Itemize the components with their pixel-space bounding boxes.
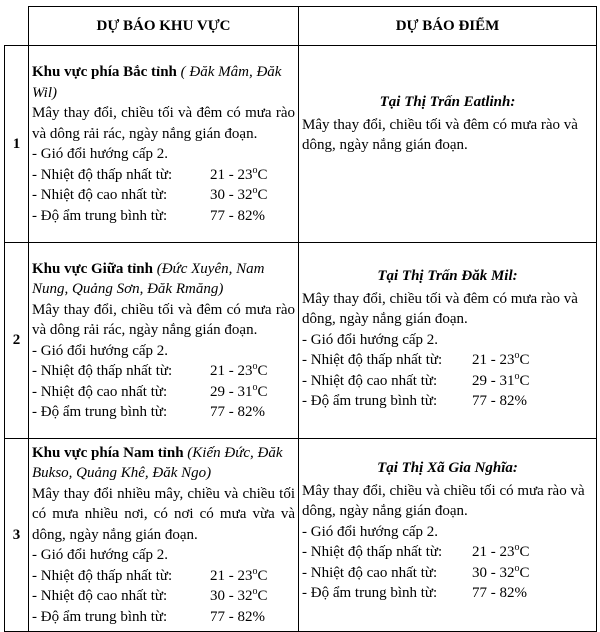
- region-humidity: [32, 607, 295, 628]
- row-number: 3: [5, 439, 29, 632]
- tmin-value: 21 - 23$^o$C: [210, 565, 268, 584]
- point-title: Tại Thị Trấn Đăk Mil:: [377, 268, 518, 284]
- region-cell: [29, 439, 299, 632]
- tmin-label: - Nhiệt độ thấp nhất từ:: [32, 363, 173, 379]
- region-tmax: [32, 586, 295, 607]
- point-wind: - Gió đổi hướng cấp 2.: [302, 523, 439, 540]
- region-areas: (Đức Xuyên, Nam Nung, Quảng Sơn, Đăk Rmăng): [32, 260, 265, 297]
- point-description: Mây thay đổi, chiều và chiều tối có mưa rào và dông, ngày nắng gián đoạn.: [302, 482, 585, 519]
- tmin-label: - Nhiệt độ thấp nhất từ:: [302, 352, 443, 368]
- tmax-label: - Nhiệt độ cao nhất từ:: [302, 564, 438, 581]
- table-header-row: [5, 7, 597, 46]
- region-heading: [32, 259, 295, 300]
- point-humidity: [302, 391, 593, 412]
- tmin-value: 21 - 23$^o$C: [472, 542, 530, 560]
- point-tmax: [302, 563, 593, 584]
- humidity-value: 77 - 82%: [210, 404, 265, 420]
- region-tmin: [32, 165, 295, 186]
- header-region: DỰ BÁO KHU VỰC: [29, 7, 299, 46]
- tmin-label: - Nhiệt độ thấp nhất từ:: [32, 166, 173, 183]
- tmin-label: - Nhiệt độ thấp nhất từ:: [302, 544, 443, 560]
- region-tmin: [32, 566, 295, 587]
- region-description: Mây thay đổi nhiều mây, chiều và chiều tối có mưa nhiều nơi, có nơi có mưa vừa và dông, ngày nắng gián đoạn.: [32, 485, 295, 543]
- tmax-label: - Nhiệt độ cao nhất từ:: [32, 187, 168, 203]
- tmax-label: - Nhiệt độ cao nhất từ:: [32, 588, 168, 605]
- tmax-label: - Nhiệt độ cao nhất từ:: [302, 372, 438, 389]
- humidity-value: 77 - 82%: [210, 608, 265, 625]
- region-description: Mây thay đổi, chiều tối và đêm có mưa rào và dông rải rác, ngày nắng gián đoạn.: [32, 105, 295, 142]
- humidity-label: - Độ ẩm trung bình từ:: [32, 608, 168, 625]
- humidity-label: - Độ ẩm trung bình từ:: [32, 404, 168, 420]
- table-row: [5, 243, 597, 439]
- region-heading: [32, 62, 295, 103]
- point-description: Mây thay đổi, chiều tối và đêm có mưa rào và dông, ngày nắng gián đoạn.: [302, 116, 578, 153]
- tmin-label: - Nhiệt độ thấp nhất từ:: [32, 567, 173, 584]
- tmin-value: 21 - 23$^o$C: [472, 350, 530, 368]
- tmax-label: - Nhiệt độ cao nhất từ:: [32, 383, 168, 400]
- point-cell: [299, 243, 597, 439]
- region-name: Khu vực phía Bắc tỉnh: [32, 64, 177, 80]
- tmax-value: 30 - 32$^o$C: [472, 562, 530, 581]
- region-tmin: [32, 361, 295, 382]
- humidity-label: - Độ ẩm trung bình từ:: [302, 585, 438, 601]
- row-number: 2: [5, 243, 29, 439]
- region-humidity: [32, 402, 295, 423]
- tmax-value: 29 - 31$^o$C: [210, 381, 268, 400]
- region-humidity: [32, 206, 295, 227]
- humidity-value: 77 - 82%: [472, 585, 527, 601]
- point-description: Mây thay đổi, chiều tối và đêm có mưa rào và dông, ngày nắng gián đoạn.: [302, 290, 578, 327]
- table-row: [5, 439, 597, 632]
- point-title: Tại Thị Trấn Eatlinh:: [379, 94, 516, 110]
- humidity-value: 77 - 82%: [472, 393, 527, 409]
- region-wind: - Gió đổi hướng cấp 2.: [32, 342, 169, 359]
- header-num-cell: [5, 7, 29, 46]
- region-name: Khu vực phía Nam tỉnh: [32, 444, 184, 461]
- region-cell: [29, 46, 299, 243]
- point-cell: [299, 46, 597, 243]
- humidity-label: - Độ ẩm trung bình từ:: [32, 207, 168, 224]
- tmax-value: 30 - 32$^o$C: [210, 586, 268, 605]
- point-title: Tại Thị Xã Gia Nghĩa:: [377, 460, 518, 476]
- tmin-value: 21 - 23$^o$C: [210, 164, 268, 183]
- region-wind: - Gió đổi hướng cấp 2.: [32, 547, 169, 564]
- point-wind: - Gió đổi hướng cấp 2.: [302, 331, 439, 348]
- region-tmax: [32, 382, 295, 403]
- region-heading: [32, 443, 295, 484]
- point-tmin: [302, 542, 593, 563]
- point-humidity: [302, 583, 593, 604]
- forecast-table: [4, 6, 597, 632]
- table-row: [5, 46, 597, 243]
- point-tmin: [302, 350, 593, 371]
- region-wind: - Gió đổi hướng cấp 2.: [32, 146, 169, 162]
- tmin-value: 21 - 23$^o$C: [210, 361, 268, 379]
- region-description: Mây thay đổi, chiều tối và đêm có mưa rào và dông rải rác, ngày nắng gián đoạn.: [32, 301, 295, 338]
- region-name: Khu vực Giữa tỉnh: [32, 260, 153, 277]
- tmax-value: 30 - 32$^o$C: [210, 185, 268, 203]
- region-tmax: [32, 185, 295, 206]
- header-point: DỰ BÁO ĐIỂM: [299, 7, 597, 46]
- tmax-value: 29 - 31$^o$C: [472, 370, 530, 389]
- point-tmax: [302, 371, 593, 392]
- humidity-value: 77 - 82%: [210, 207, 265, 224]
- region-areas: (Kiến Đức, Đăk Bukso, Quảng Khê, Đăk Ngo): [32, 444, 283, 482]
- humidity-label: - Độ ẩm trung bình từ:: [302, 393, 438, 409]
- region-areas: ( Đăk Mâm, Đăk Wil): [32, 64, 282, 101]
- region-cell: [29, 243, 299, 439]
- point-cell: [299, 439, 597, 632]
- row-number: 1: [5, 46, 29, 243]
